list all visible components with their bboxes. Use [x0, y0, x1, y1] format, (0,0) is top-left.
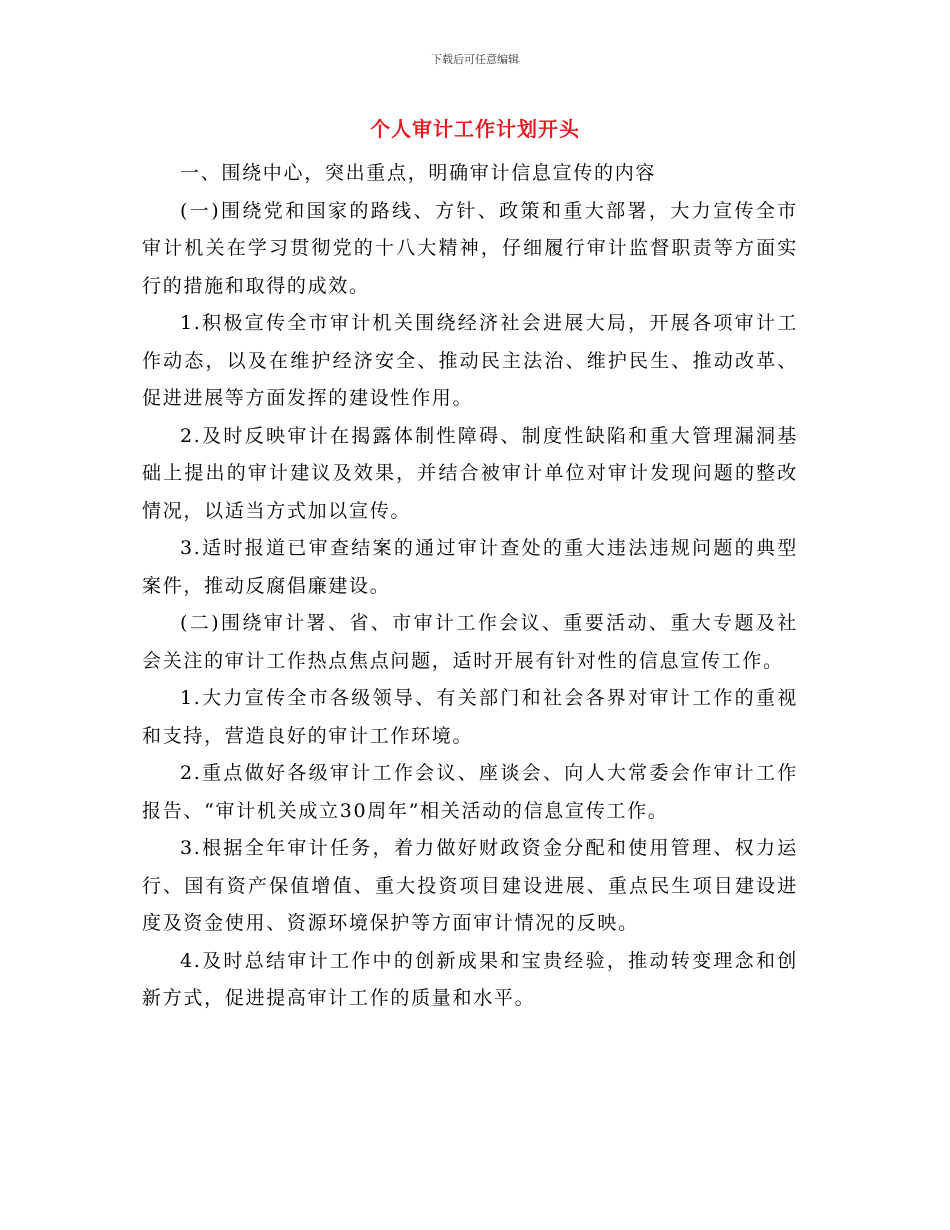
list-item: 1.大力宣传全市各级领导、有关部门和社会各界对审计工作的重视和支持，营造良好的审计工作环境。 — [142, 687, 798, 747]
list-item: 4.及时总结审计工作中的创新成果和宝贵经验，推动转变理念和创新方式，促进提高审计工作的质量和水平。 — [142, 949, 798, 1009]
list-item: 3.适时报道已审查结案的通过审计查处的重大违法违规问题的典型案件，推动反腐倡廉建设。 — [142, 537, 798, 597]
page-header-note: 下载后可任意编辑 — [431, 53, 519, 66]
list-item: 1.积极宣传全市审计机关围绕经济社会进展大局，开展各项审计工作动态，以及在维护经济安全、推动民主法治、维护民生、推动改革、促进进展等方面发挥的建设性作用。 — [142, 312, 798, 409]
subsection-heading-1: (一)围绕党和国家的路线、方针、政策和重大部署，大力宣传全市审计机关在学习贯彻党的十八大精神，仔细履行审计监督职责等方面实行的措施和取得的成效。 — [142, 199, 798, 297]
list-item: 2.重点做好各级审计工作会议、座谈会、向人大常委会作审计工作报告、“审计机关成立30周年”相关活动的信息宣传工作。 — [142, 762, 798, 822]
list-item: 2.及时反映审计在揭露体制性障碍、制度性缺陷和重大管理漏洞基础上提出的审计建议及效果，并结合被审计单位对审计发现问题的整改情况，以适当方式加以宣传。 — [142, 424, 798, 522]
document-body — [142, 155, 798, 1018]
list-item: 3.根据全年审计任务，着力做好财政资金分配和使用管理、权力运行、国有资产保值增值、重大投资项目建设进展、重点民生项目建设进度及资金使用、资源环境保护等方面审计情况的反映。 — [142, 837, 798, 934]
section-heading-1: 一、围绕中心，突出重点，明确审计信息宣传的内容 — [180, 162, 657, 184]
subsection-heading-2: (二)围绕审计署、省、市审计工作会议、重要活动、重大专题及社会关注的审计工作热点焦点问题，适时开展有针对性的信息宣传工作。 — [142, 612, 798, 672]
document-title: 个人审计工作计划开头 — [370, 117, 580, 141]
